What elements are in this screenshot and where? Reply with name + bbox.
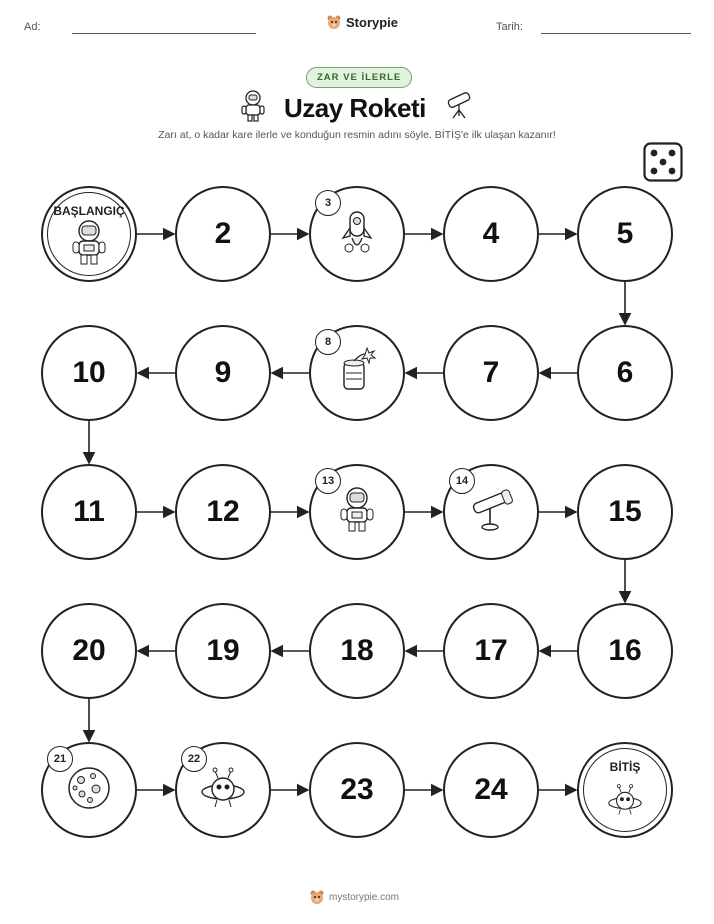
board-cell-24 bbox=[443, 742, 539, 838]
board-cell-16 bbox=[577, 603, 673, 699]
cell-number-badge: 21 bbox=[47, 746, 73, 772]
cell-number: 20 bbox=[72, 634, 106, 667]
cell-number: 17 bbox=[474, 634, 508, 667]
brand-name: Storypie bbox=[346, 14, 399, 30]
cell-number: 12 bbox=[206, 495, 240, 528]
cell-number-badge: 22 bbox=[181, 746, 207, 772]
board-cell-12 bbox=[175, 464, 271, 560]
cell-number: 18 bbox=[340, 634, 374, 667]
board-cell-14 bbox=[443, 464, 539, 560]
cell-number: 15 bbox=[608, 495, 642, 528]
board-cell-9 bbox=[175, 325, 271, 421]
cell-number-badge: 13 bbox=[315, 468, 341, 494]
start-label: BAŞLANGIÇ bbox=[53, 204, 125, 218]
alien-ufo-icon bbox=[605, 780, 645, 825]
start-cell bbox=[41, 186, 137, 282]
alien-ufo-icon bbox=[197, 762, 249, 819]
board-cell-15 bbox=[577, 464, 673, 560]
board-cell-11 bbox=[41, 464, 137, 560]
footer bbox=[309, 889, 399, 905]
finish-label: BİTİŞ bbox=[609, 760, 641, 774]
astronaut-icon bbox=[331, 484, 383, 541]
cell-number: 24 bbox=[474, 773, 508, 806]
cell-number-badge: 14 bbox=[449, 468, 475, 494]
bear-logo-icon bbox=[309, 889, 325, 905]
board-cell-13 bbox=[309, 464, 405, 560]
board-cell-7 bbox=[443, 325, 539, 421]
cell-number: 2 bbox=[214, 217, 232, 250]
cell-number: 23 bbox=[340, 773, 374, 806]
cell-number-badge: 3 bbox=[315, 190, 341, 216]
cell-number: 7 bbox=[482, 356, 500, 389]
board-cell-22 bbox=[175, 742, 271, 838]
moon-icon bbox=[63, 762, 115, 819]
board-cell-21 bbox=[41, 742, 137, 838]
instructions: Zarı at, o kadar kare ilerle ve konduğun resmin adını söyle. BİTİŞ'e ilk ulaşan kazanır! bbox=[158, 129, 556, 141]
board-cell-10 bbox=[41, 325, 137, 421]
board-cell-4 bbox=[443, 186, 539, 282]
board-cell-6 bbox=[577, 325, 673, 421]
rocket-icon bbox=[331, 206, 383, 263]
cell-number: 6 bbox=[616, 356, 634, 389]
cell-number: 11 bbox=[73, 495, 105, 528]
board-cell-17 bbox=[443, 603, 539, 699]
cell-number-badge: 8 bbox=[315, 329, 341, 355]
board-cell-23 bbox=[309, 742, 405, 838]
cell-number: 16 bbox=[608, 634, 642, 667]
telescope-icon bbox=[465, 484, 517, 541]
board-cell-18 bbox=[309, 603, 405, 699]
board-cell-8 bbox=[309, 325, 405, 421]
name-label: Ad: bbox=[24, 21, 41, 33]
cell-number: 19 bbox=[206, 634, 240, 667]
cell-number: 10 bbox=[72, 356, 106, 389]
board-cell-5 bbox=[577, 186, 673, 282]
board-cell-3 bbox=[309, 186, 405, 282]
cell-number: 4 bbox=[482, 217, 500, 250]
astronaut-icon bbox=[63, 217, 115, 274]
footer-url: mystorypie.com bbox=[329, 891, 400, 903]
firework-can-icon bbox=[331, 345, 383, 402]
cell-number: 5 bbox=[616, 217, 634, 250]
board-cell-20 bbox=[41, 603, 137, 699]
finish-cell bbox=[577, 742, 673, 838]
date-label: Tarih: bbox=[496, 21, 523, 33]
board-cell-2 bbox=[175, 186, 271, 282]
board-cell-19 bbox=[175, 603, 271, 699]
game-type-badge: ZAR VE İLERLE bbox=[306, 67, 412, 88]
page-title: Uzay Roketi bbox=[284, 93, 426, 123]
cell-number: 9 bbox=[214, 356, 232, 389]
